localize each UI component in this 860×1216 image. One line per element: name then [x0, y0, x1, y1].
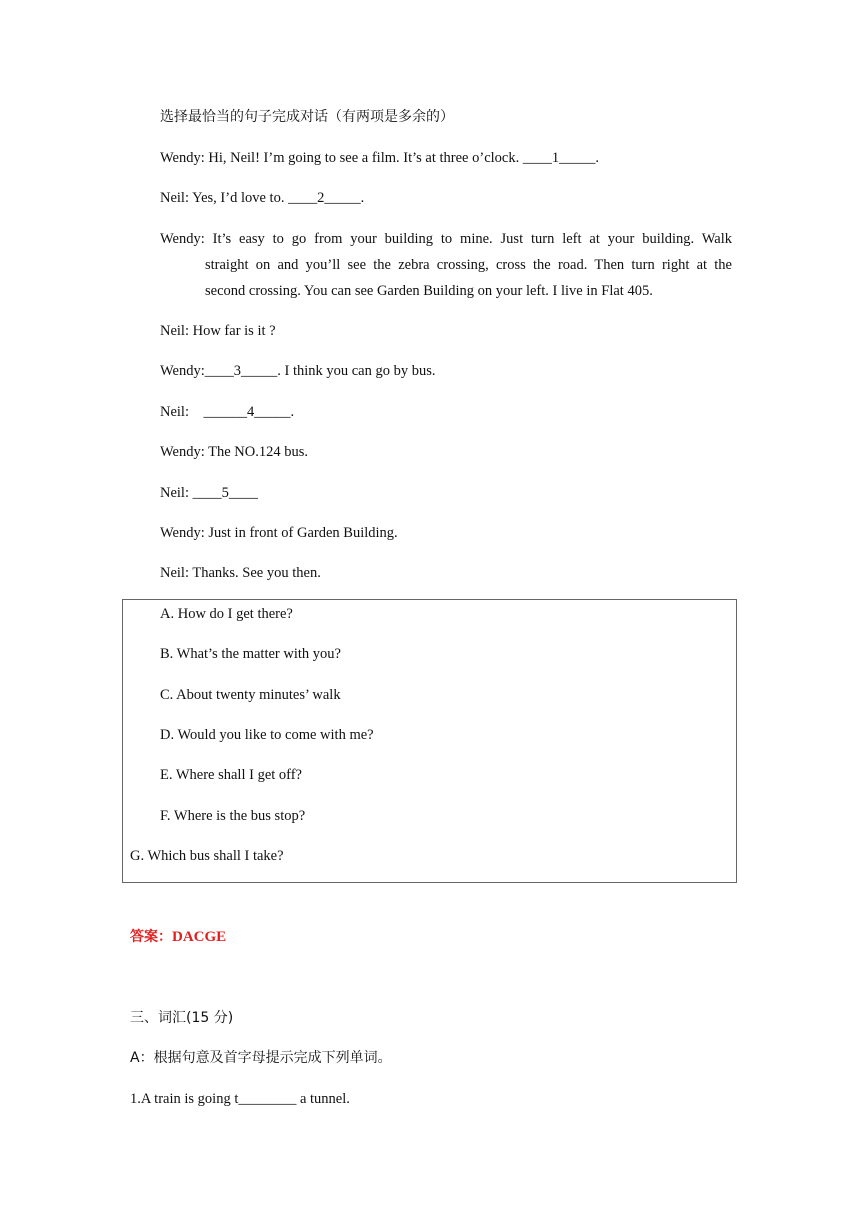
dialogue-line-6: Neil: ______4_____.	[160, 404, 295, 420]
option-a: A. How do I get there?	[160, 606, 293, 622]
dialogue-line-4: Neil: How far is it ?	[160, 323, 276, 339]
section-subheading: A：根据句意及首字母提示完成下列单词。	[130, 1050, 392, 1066]
answer	[130, 924, 226, 950]
dialogue-line-10: Neil: Thanks. See you then.	[160, 565, 321, 581]
option-g: G. Which bus shall I take?	[130, 848, 284, 864]
dialogue-line-2: Neil: Yes, I’d love to. ____2_____.	[160, 190, 365, 206]
dialogue-line-1: Wendy: Hi, Neil! I’m going to see a film. It’s at three o’clock. ____1_____.	[160, 150, 599, 166]
dialogue-line-3	[160, 226, 732, 304]
dialogue-line-3b: straight on and you’ll see the zebra crossing, cross the road. Then turn right at the	[205, 257, 732, 273]
dialogue-line-3c: second crossing. You can see Garden Building on your left. I live in Flat 405.	[205, 283, 653, 299]
option-f: F. Where is the bus stop?	[160, 808, 306, 824]
answer-label: 答案：	[130, 929, 172, 945]
instruction: 选择最恰当的句子完成对话（有两项是多余的）	[160, 109, 454, 125]
dialogue-line-9: Wendy: Just in front of Garden Building.	[160, 525, 398, 541]
answer-value: DACGE	[172, 929, 227, 945]
section-heading: 三、词汇(15 分)	[130, 1010, 234, 1026]
option-c: C. About twenty minutes’ walk	[160, 687, 341, 703]
option-e: E. Where shall I get off?	[160, 767, 302, 783]
dialogue-line-5: Wendy:____3_____. I think you can go by bus.	[160, 363, 436, 379]
question-1: 1.A train is going t________ a tunnel.	[130, 1091, 350, 1107]
option-b: B. What’s the matter with you?	[160, 646, 341, 662]
dialogue-line-3a: Wendy: It’s easy to go from your building to mine. Just turn left at your building. Walk	[160, 231, 732, 247]
dialogue-line-7: Wendy: The NO.124 bus.	[160, 444, 308, 460]
option-d: D. Would you like to come with me?	[160, 727, 374, 743]
dialogue-line-8: Neil: ____5____	[160, 485, 258, 501]
